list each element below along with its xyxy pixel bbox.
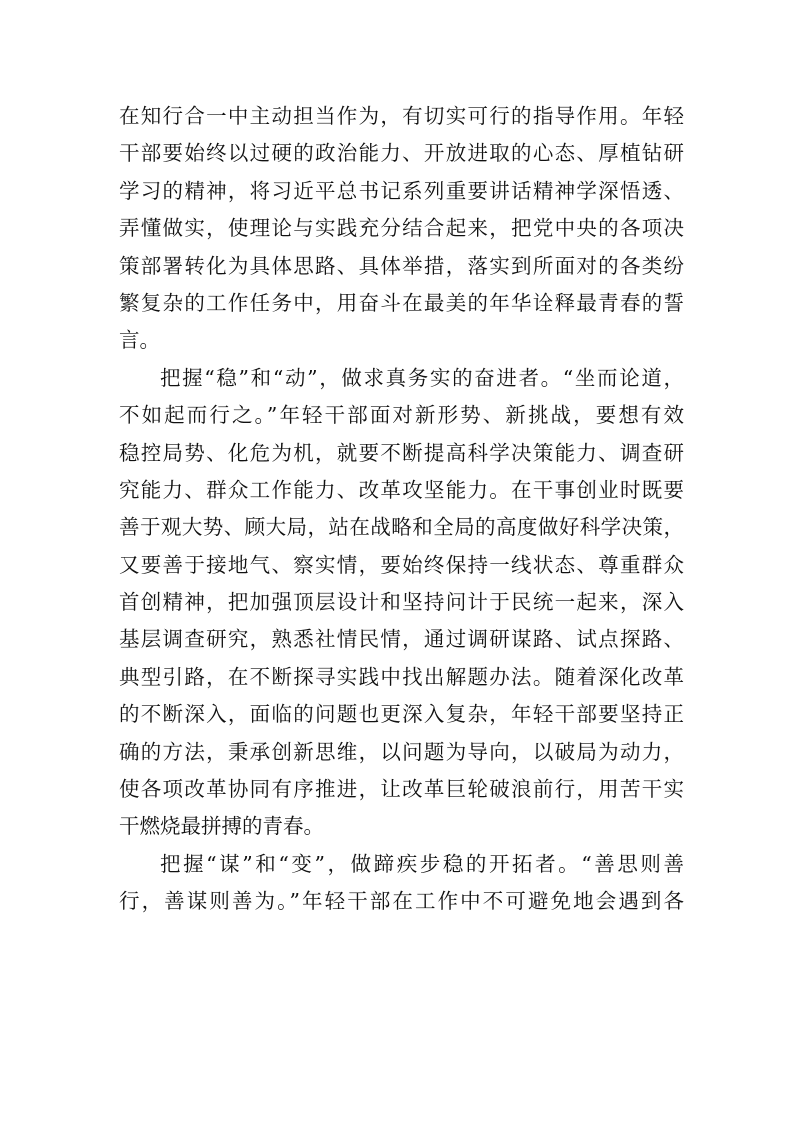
document-body xyxy=(119,98,684,921)
text-line: 把握“谋”和“变”，做蹄疾步稳的开拓者。“善思则善 xyxy=(160,851,684,876)
text-line: 弄懂做实，使理论与实践充分结合起来，把党中央的各项决 xyxy=(119,216,684,241)
text-line: 行，善谋则善为。”年轻干部在工作中不可避免地会遇到各 xyxy=(119,889,684,914)
text-line: 又要善于接地气、察实情，要始终保持一线状态、尊重群众 xyxy=(119,552,684,577)
text-line: 善于观大势、顾大局，站在战略和全局的高度做好科学决策， xyxy=(119,515,684,540)
text-line: 使各项改革协同有序推进，让改革巨轮破浪前行，用苦干实 xyxy=(119,777,684,802)
text-line: 策部署转化为具体思路、具体举措，落实到所面对的各类纷 xyxy=(119,253,684,278)
text-line: 稳控局势、化危为机，就要不断提高科学决策能力、调查研 xyxy=(119,440,684,465)
text-line: 典型引路，在不断探寻实践中找出解题办法。随着深化改革 xyxy=(119,664,684,689)
text-line: 言。 xyxy=(119,328,160,353)
text-line: 干部要始终以过硬的政治能力、开放进取的心态、厚植钻研 xyxy=(119,141,684,166)
text-line: 首创精神，把加强顶层设计和坚持问计于民统一起来，深入 xyxy=(119,590,684,615)
text-line: 确的方法，秉承创新思维，以问题为导向，以破局为动力， xyxy=(119,739,684,764)
text-line: 的不断深入，面临的问题也更深入复杂，年轻干部要坚持正 xyxy=(119,702,684,727)
text-line: 不如起而行之。”年轻干部面对新形势、新挑战，要想有效 xyxy=(119,403,684,428)
text-line: 基层调查研究，熟悉社情民情，通过调研谋路、试点探路、 xyxy=(119,627,684,652)
text-line: 干燃烧最拼搏的青春。 xyxy=(119,814,324,839)
text-line: 把握“稳”和“动”，做求真务实的奋进者。“坐而论道， xyxy=(160,365,684,390)
text-line: 在知行合一中主动担当作为，有切实可行的指导作用。年轻 xyxy=(119,104,684,128)
text-line: 究能力、群众工作能力、改革攻坚能力。在干事创业时既要 xyxy=(119,477,684,502)
text-line: 学习的精神，将习近平总书记系列重要讲话精神学深悟透、 xyxy=(119,178,684,203)
text-line: 繁复杂的工作任务中，用奋斗在最美的年华诠释最青春的誓 xyxy=(119,290,684,315)
